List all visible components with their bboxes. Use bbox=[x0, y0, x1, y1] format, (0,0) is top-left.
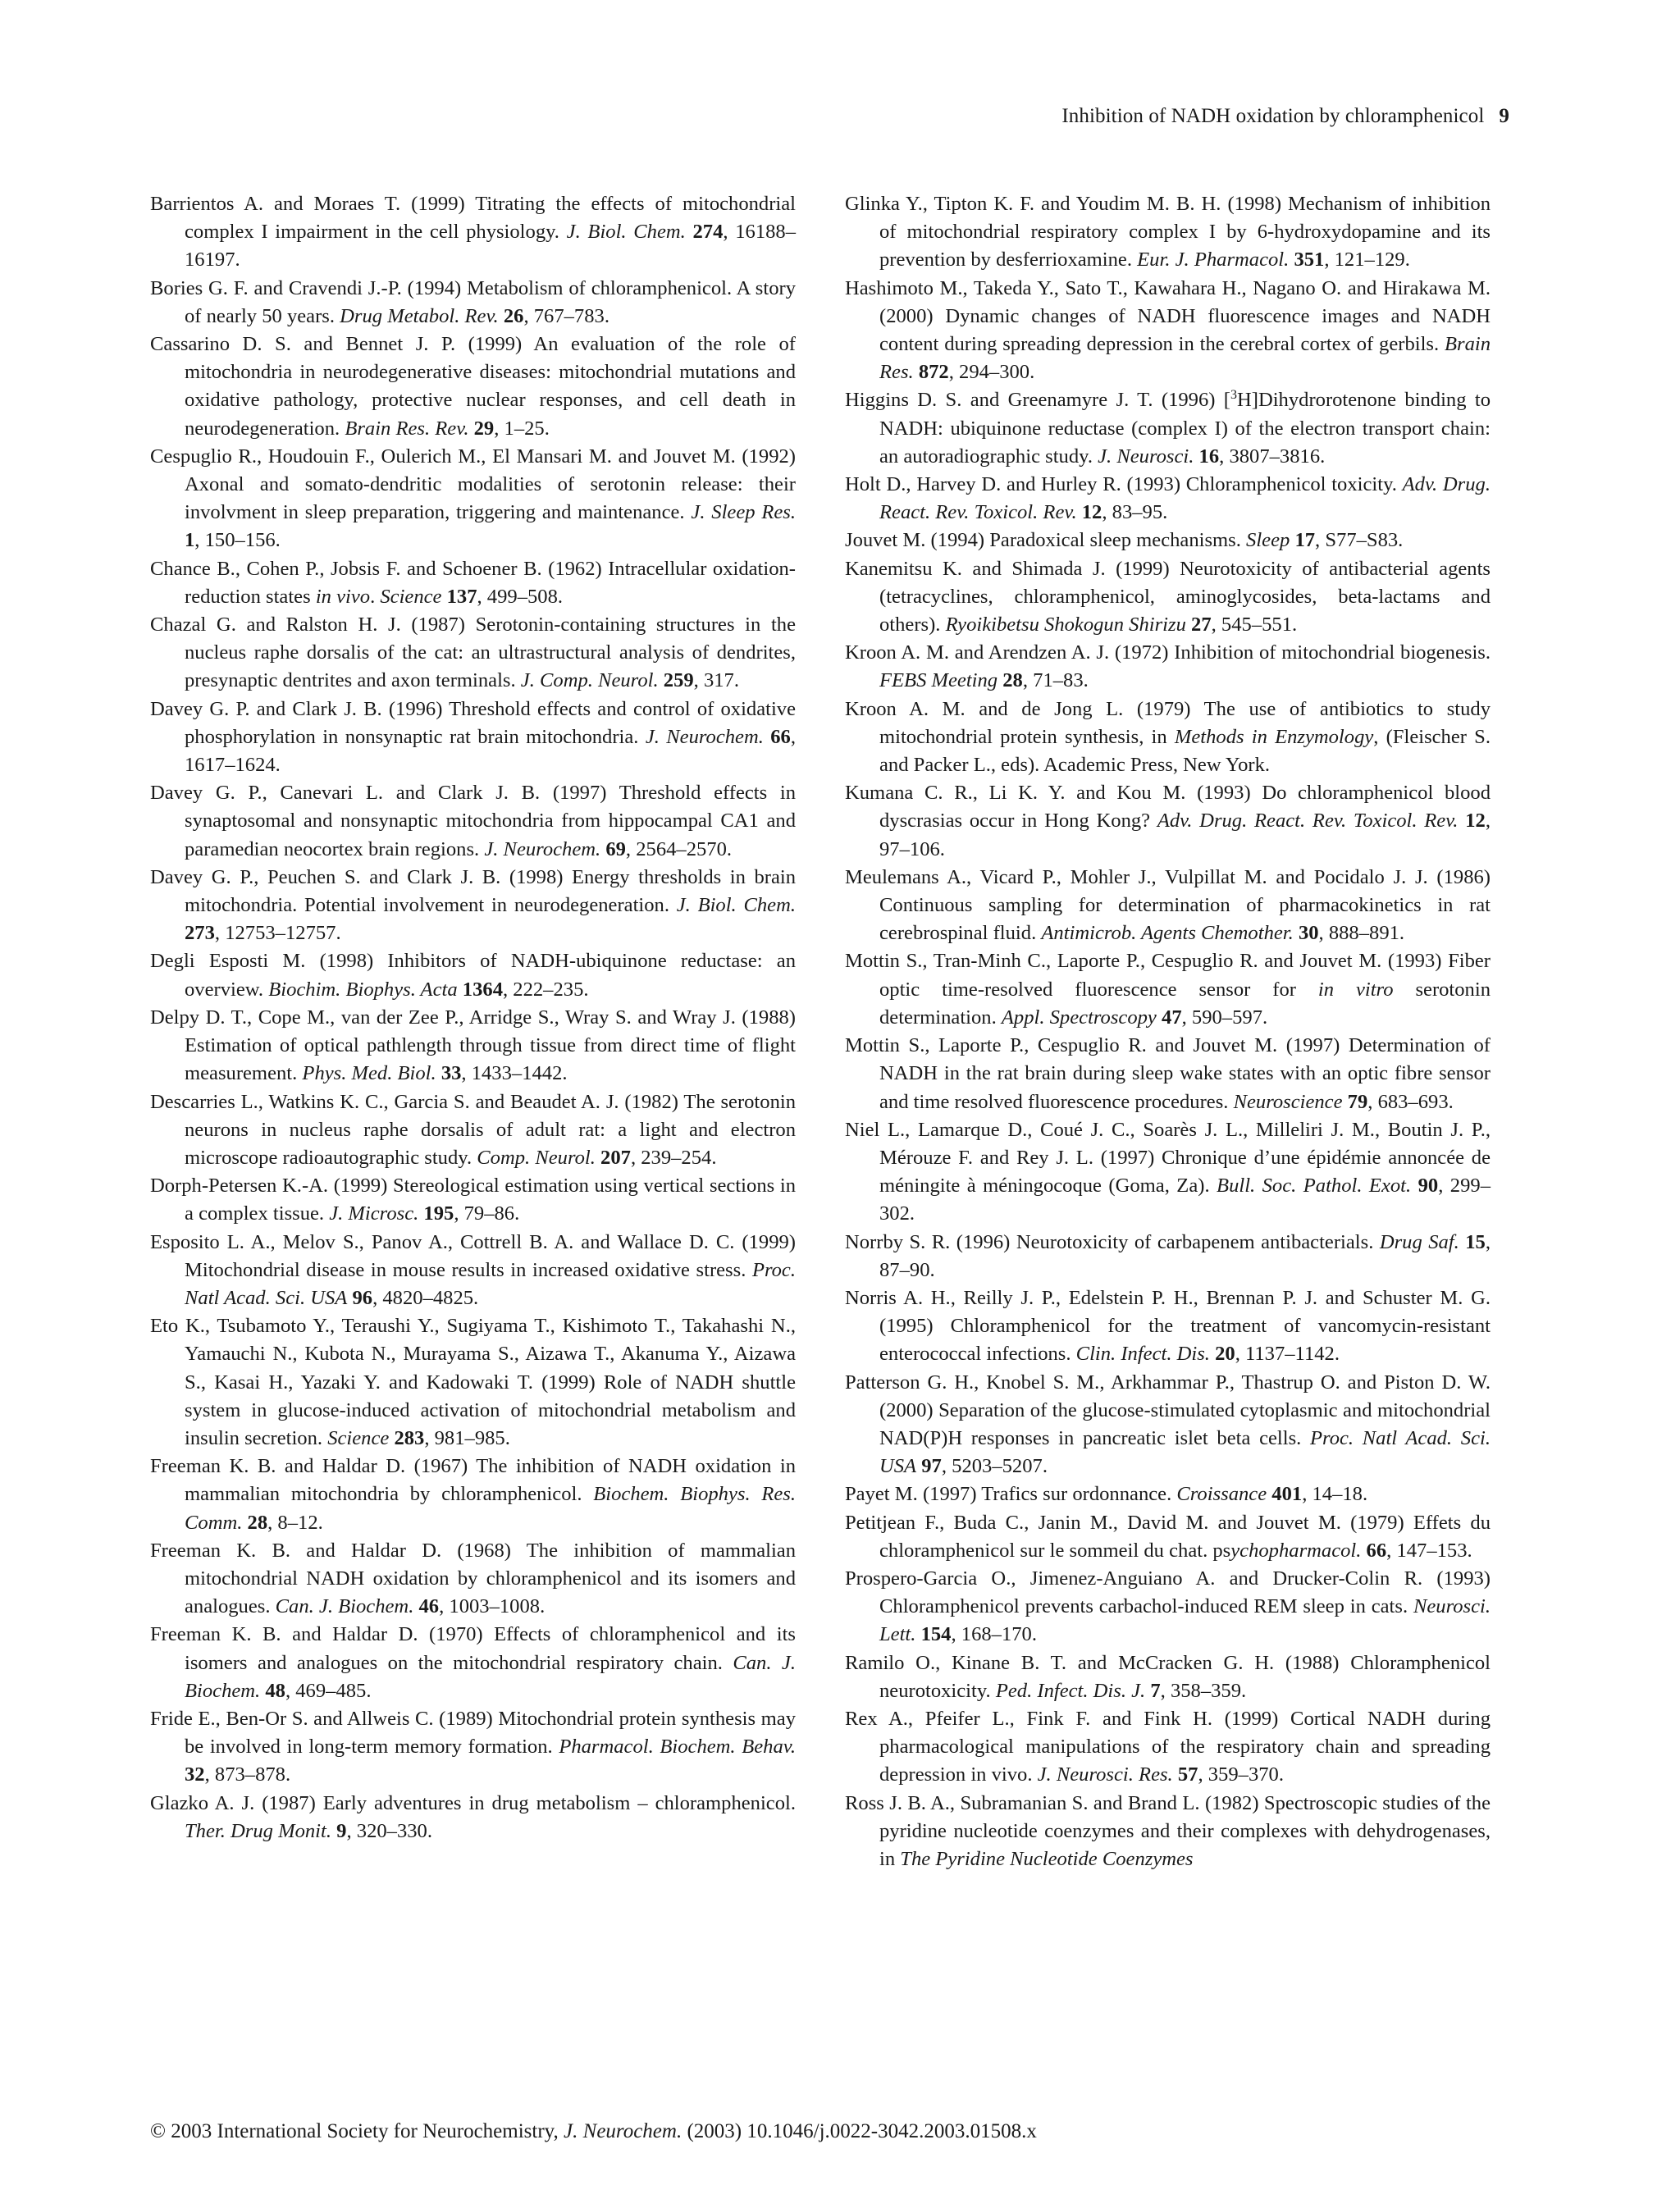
reference-volume: 1364 bbox=[462, 978, 503, 1001]
reference-text: Fride E., Ben-Or S. and Allweis C. (1989) Mitochondrial protein synthesis may be involved in long-term memory formation. bbox=[150, 1707, 796, 1759]
reference-volume: 48 bbox=[265, 1679, 285, 1702]
reference-text: , 888–891. bbox=[1318, 922, 1405, 945]
reference-text: , 767–783. bbox=[523, 304, 609, 327]
reference-text: Holt D., Harvey D. and Hurley R. (1993) Chloramphenicol toxicity. bbox=[845, 473, 1403, 496]
copyright-footer bbox=[150, 2120, 1037, 2143]
reference-text: , 1433–1442. bbox=[461, 1062, 568, 1085]
reference-volume: 12 bbox=[1465, 810, 1486, 833]
reference-volume: 259 bbox=[663, 669, 694, 692]
reference-journal: Phys. Med. Biol. bbox=[302, 1062, 436, 1085]
reference-journal: Eur. J. Pharmacol. bbox=[1137, 249, 1290, 271]
reference-text: , 320–330. bbox=[346, 1819, 432, 1842]
reference-text: , 358–359. bbox=[1160, 1679, 1247, 1702]
reference-text: Kroon A. M. and Arendzen A. J. (1972) Inhibition of mitochondrial biogenesis. bbox=[845, 641, 1491, 664]
reference-text: , 294–300. bbox=[948, 361, 1035, 384]
reference-journal: Proc. Natl Acad. Sci. USA bbox=[185, 1258, 796, 1309]
reference-journal: Drug Metabol. Rev. bbox=[340, 304, 499, 327]
reference-text: Payet M. (1997) Trafics sur ordonnance. bbox=[845, 1483, 1177, 1506]
reference-journal: J. Biol. Chem. bbox=[676, 894, 796, 917]
reference-text: , 168–170. bbox=[951, 1623, 1037, 1646]
reference-entry bbox=[150, 1088, 796, 1173]
reference-text: , 499–508. bbox=[477, 585, 564, 608]
reference-journal: Appl. Spectroscopy bbox=[1001, 1006, 1157, 1029]
reference-text: Petitjean F., Buda C., Janin M., David M. and Jouvet M. (1979) Effets du chloramphenicol sur le sommeil du chat. ps bbox=[845, 1511, 1491, 1562]
reference-text: Mottin S., Laporte P., Cespuglio R. and Jouvet M. (1997) Determination of NADH in the rat brain during sleep wake states with an optic fibre sensor and time resolved fluorescence procedures. bbox=[845, 1034, 1491, 1113]
reference-list-right bbox=[845, 190, 1491, 1873]
reference-text: Rex A., Pfeifer L., Fink F. and Fink H. (1999) Cortical NADH during pharmacological manipulations of the respiratory chain and spreading depression in vivo. bbox=[845, 1707, 1491, 1786]
reference-volume: 7 bbox=[1150, 1679, 1161, 1702]
reference-volume: 16 bbox=[1198, 445, 1220, 468]
reference-text: Kanemitsu K. and Shimada J. (1999) Neurotoxicity of antibacterial agents (tetracyclines, chloramphenicol, aminoglycosides, beta-lactams and others). bbox=[845, 557, 1491, 636]
reference-journal: J. Neurochem. bbox=[484, 837, 601, 860]
reference-journal: Proc. Natl Acad. Sci. USA bbox=[879, 1426, 1491, 1478]
reference-entry bbox=[150, 696, 796, 780]
reference-journal: in vivo bbox=[315, 585, 371, 608]
reference-text: Niel L., Lamarque D., Coué J. C., Soarès J. L., Milleliri J. M., Boutin J. P., Mérouze F. and Rey J. L. (1997) Chronique d’une épidémie annoncée de méningite à méningocoque (Goma, Za). bbox=[845, 1118, 1491, 1198]
reference-text: , 97–106. bbox=[879, 810, 1491, 860]
reference-entry bbox=[150, 1312, 796, 1453]
reference-volume: 283 bbox=[394, 1426, 425, 1449]
reference-volume: 12 bbox=[1081, 501, 1102, 524]
reference-text: Chance B., Cohen P., Jobsis F. and Schoener B. (1962) Intracellular oxidation-reduction states bbox=[150, 557, 796, 608]
reference-entry bbox=[845, 1705, 1491, 1790]
reference-journal: Brain Res. bbox=[879, 333, 1491, 384]
reference-entry bbox=[150, 331, 796, 443]
reference-volume: 96 bbox=[352, 1286, 373, 1309]
reference-entry bbox=[845, 527, 1491, 554]
reference-entry bbox=[150, 443, 796, 555]
reference-text: Barrientos A. and Moraes T. (1999) Titrating the effects of mitochondrial complex I impairment in the cell physiology. bbox=[150, 193, 796, 244]
reference-journal: Ryoikibetsu Shokogun Shirizu bbox=[945, 614, 1186, 636]
reference-text: , 1617–1624. bbox=[185, 725, 796, 777]
reference-text: , 14–18. bbox=[1302, 1483, 1368, 1506]
reference-volume: 30 bbox=[1298, 922, 1319, 945]
running-head bbox=[1061, 105, 1509, 128]
reference-text: Hashimoto M., Takeda Y., Sato T., Kawahara H., Nagano O. and Hirakawa M. (2000) Dynamic changes of NADH fluorescence images and NADH content during spreading depression in the cerebral cortex of gerbils. bbox=[845, 276, 1491, 356]
reference-text: , 147–153. bbox=[1386, 1539, 1472, 1562]
reference-volume: 195 bbox=[423, 1202, 454, 1225]
reference-text: , 1–25. bbox=[494, 417, 550, 440]
reference-entry bbox=[845, 386, 1491, 471]
reference-text: , 87–90. bbox=[879, 1230, 1491, 1281]
reference-text: Meulemans A., Vicard P., Mohler J., Vulpillat M. and Pocidalo J. J. (1986) Continuous sampling for determination of pharmacokinetics in rat cerebrospinal fluid. bbox=[845, 865, 1491, 945]
reference-text: , 299–302. bbox=[879, 1175, 1491, 1225]
reference-volume: 20 bbox=[1215, 1343, 1235, 1366]
reference-text: , 1003–1008. bbox=[439, 1595, 546, 1618]
reference-volume: 66 bbox=[770, 725, 791, 748]
reference-volume: 273 bbox=[185, 922, 215, 945]
reference-text: Glinka Y., Tipton K. F. and Youdim M. B. H. (1998) Mechanism of inhibition of mitochondrial respiratory complex I by 6-hydroxydopamine and its prevention by desferrioxamine. bbox=[845, 193, 1491, 271]
reference-text: , 16188–16197. bbox=[185, 221, 796, 271]
reference-text: , 317. bbox=[693, 669, 739, 692]
reference-volume: 29 bbox=[473, 417, 495, 440]
reference-entry bbox=[150, 779, 796, 864]
reference-volume: 26 bbox=[503, 304, 524, 327]
reference-volume: 15 bbox=[1465, 1230, 1486, 1253]
reference-text bbox=[764, 726, 770, 748]
reference-text: Glazko A. J. (1987) Early adventures in drug metabolism – chloramphenicol. bbox=[150, 1791, 796, 1814]
reference-journal: Antimicrob. Agents Chemother. bbox=[1041, 922, 1294, 945]
reference-text: Higgins D. S. and Greenamyre J. T. (1996) [ bbox=[845, 389, 1231, 412]
reference-journal: Clin. Infect. Dis. bbox=[1075, 1343, 1210, 1366]
reference-text bbox=[1411, 1175, 1418, 1197]
reference-volume: 17 bbox=[1294, 529, 1316, 552]
reference-text: , 239–254. bbox=[630, 1146, 717, 1169]
reference-volume: 27 bbox=[1191, 614, 1212, 636]
reference-text: , 873–878. bbox=[204, 1763, 291, 1786]
reference-volume: 69 bbox=[605, 837, 626, 860]
reference-journal: Biochem. Biophys. Res. Comm. bbox=[185, 1483, 797, 1534]
reference-volume: 90 bbox=[1418, 1175, 1439, 1198]
reference-text: , 4820–4825. bbox=[372, 1286, 479, 1309]
reference-entry bbox=[150, 555, 796, 611]
reference-journal: J. Comp. Neurol. bbox=[520, 669, 659, 692]
reference-journal: Science bbox=[327, 1426, 390, 1449]
reference-text: , 12753–12757. bbox=[214, 922, 341, 945]
reference-text: , 71–83. bbox=[1022, 669, 1089, 692]
reference-volume: 46 bbox=[418, 1595, 440, 1618]
reference-text: Jouvet M. (1994) Paradoxical sleep mechanisms. bbox=[845, 529, 1247, 552]
reference-entry bbox=[845, 696, 1491, 780]
reference-entry bbox=[845, 639, 1491, 695]
reference-text: Kumana C. R., Li K. Y. and Kou M. (1993) Do chloramphenicol blood dyscrasias occur in Hong Kong? bbox=[845, 782, 1491, 833]
reference-text: , 79–86. bbox=[454, 1202, 520, 1225]
reference-entry bbox=[150, 1705, 796, 1790]
reference-entry bbox=[150, 864, 796, 948]
reference-journal: Can. J. Biochem. bbox=[185, 1651, 797, 1702]
reference-text: Freeman K. B. and Haldar D. (1970) Effects of chloramphenicol and its isomers and analogues on the mitochondrial respiratory chain. bbox=[150, 1623, 796, 1674]
reference-text: Mottin S., Tran-Minh C., Laporte P., Cespuglio R. and Jouvet M. (1993) Fiber optic time-resolved fluorescence sensor for bbox=[845, 950, 1491, 1001]
reference-text: , 150–156. bbox=[194, 529, 281, 552]
reference-text: , 2564–2570. bbox=[625, 837, 733, 860]
reference-entry bbox=[150, 1537, 796, 1622]
reference-entry bbox=[845, 471, 1491, 527]
reference-journal: Bull. Soc. Pathol. Exot. bbox=[1217, 1175, 1412, 1198]
reference-entry bbox=[150, 1172, 796, 1228]
reference-volume: 66 bbox=[1366, 1539, 1387, 1562]
reference-text: serotonin determination. bbox=[879, 978, 1491, 1029]
reference-text: Davey G. P. and Clark J. B. (1996) Threshold effects and control of oxidative phosphorylation in nonsynaptic rat brain mitochondria. bbox=[150, 697, 796, 748]
reference-volume: 872 bbox=[918, 361, 949, 384]
reference-text: , S77–S83. bbox=[1315, 529, 1404, 552]
reference-text: Dorph-Petersen K.-A. (1999) Stereological estimation using vertical sections in a complex tissue. bbox=[150, 1175, 796, 1225]
reference-entry bbox=[845, 1790, 1491, 1874]
reference-text bbox=[1458, 810, 1465, 832]
reference-entry bbox=[845, 555, 1491, 640]
reference-entry bbox=[150, 1453, 796, 1537]
reference-entry bbox=[150, 947, 796, 1003]
footer-suffix: (2003) 10.1046/j.0022-3042.2003.01508.x bbox=[682, 2120, 1037, 2142]
reference-volume: 33 bbox=[441, 1062, 462, 1085]
reference-volume: 32 bbox=[185, 1763, 205, 1786]
reference-text: , 3807–3816. bbox=[1219, 445, 1326, 468]
reference-volume: 28 bbox=[1002, 669, 1023, 692]
reference-entry bbox=[150, 611, 796, 696]
reference-entry bbox=[845, 1229, 1491, 1284]
reference-journal: Adv. Drug. React. Rev. Toxicol. Rev. bbox=[879, 473, 1491, 524]
reference-text: , 545–551. bbox=[1211, 614, 1298, 636]
reference-entry bbox=[845, 1032, 1491, 1116]
reference-journal: Comp. Neurol. bbox=[477, 1146, 596, 1169]
reference-journal: Biochim. Biophys. Acta bbox=[268, 978, 458, 1001]
reference-volume: 79 bbox=[1347, 1090, 1368, 1113]
reference-text: . bbox=[370, 585, 381, 608]
reference-journal: Pharmacol. Biochem. Behav. bbox=[559, 1736, 796, 1759]
reference-entry bbox=[845, 947, 1491, 1032]
reference-volume: 274 bbox=[692, 221, 724, 244]
reference-journal: Adv. Drug. React. Rev. Toxicol. Rev. bbox=[1157, 810, 1459, 833]
reference-text: , 121–129. bbox=[1324, 249, 1410, 271]
footer-journal: J. Neurochem. bbox=[564, 2120, 682, 2142]
reference-journal: Croissance bbox=[1176, 1483, 1267, 1506]
reference-journal: J. Sleep Res. bbox=[691, 501, 797, 524]
reference-text: , 83–95. bbox=[1102, 501, 1168, 524]
reference-text: Ramilo O., Kinane B. T. and McCracken G. H. (1988) Chloramphenicol neurotoxicity. bbox=[845, 1651, 1491, 1702]
reference-text: , 8–12. bbox=[267, 1511, 323, 1534]
reference-volume: 97 bbox=[921, 1455, 942, 1478]
reference-text: Chazal G. and Ralston H. J. (1987) Serotonin-containing structures in the nucleus raphe dorsalis of the cat: an ultrastructural analysis of dendrites, presynaptic dentrites and axon terminals. bbox=[150, 614, 796, 692]
reference-entry bbox=[150, 1004, 796, 1088]
reference-entry bbox=[150, 1229, 796, 1313]
reference-text: Cespuglio R., Houdouin F., Oulerich M., El Mansari M. and Jouvet M. (1992) Axonal and somato-dendritic modalities of serotonin release: their involvment in sleep preparation, triggering and maintenance. bbox=[150, 445, 796, 524]
reference-text: Norrby S. R. (1996) Neurotoxicity of carbapenem antibacterials. bbox=[845, 1230, 1380, 1253]
reference-text: , 5203–5207. bbox=[941, 1455, 1048, 1478]
reference-text: Cassarino D. S. and Bennet J. P. (1999) An evaluation of the role of mitochondria in neurodegenerative diseases: mitochondrial mutations and oxidative pathology, protective nuclear responses, and cell death in neurodegeneration. bbox=[150, 333, 796, 440]
reference-journal: ychopharmacol. bbox=[1230, 1539, 1362, 1562]
reference-text: Norris A. H., Reilly J. P., Edelstein P. H., Brennan P. J. and Schuster M. G. (1995) Chloramphenicol for the treatment of vancomycin-resistant enterococcal infections. bbox=[845, 1286, 1491, 1366]
reference-journal: Ped. Infect. Dis. J. bbox=[995, 1679, 1146, 1702]
reference-volume: 1 bbox=[185, 529, 195, 552]
reference-journal: FEBS Meeting bbox=[879, 669, 998, 692]
reference-journal: Can. J. Biochem. bbox=[275, 1595, 414, 1618]
reference-entry bbox=[150, 1621, 796, 1705]
reference-journal: in vitro bbox=[1317, 978, 1394, 1001]
reference-journal: Brain Res. Rev. bbox=[345, 417, 469, 440]
reference-journal: Ther. Drug Monit. bbox=[185, 1819, 332, 1842]
reference-entry bbox=[150, 190, 796, 275]
reference-entry bbox=[845, 275, 1491, 387]
reference-text: , 590–597. bbox=[1181, 1006, 1268, 1029]
reference-volume: 207 bbox=[600, 1146, 631, 1169]
reference-text: 3 bbox=[1230, 388, 1238, 403]
reference-entry bbox=[845, 190, 1491, 275]
reference-entry bbox=[845, 1565, 1491, 1649]
reference-volume: 28 bbox=[247, 1511, 268, 1534]
reference-journal: J. Neurosci. bbox=[1098, 445, 1194, 468]
reference-list-left bbox=[150, 190, 796, 1845]
reference-text: , 1137–1142. bbox=[1235, 1343, 1340, 1366]
reference-entry bbox=[845, 1480, 1491, 1508]
reference-volume: 57 bbox=[1177, 1763, 1198, 1786]
reference-entry bbox=[845, 779, 1491, 864]
reference-journal: Methods in Enzymology bbox=[1174, 725, 1374, 748]
reference-journal: J. Neurochem. bbox=[645, 725, 764, 748]
reference-text: Degli Esposti M. (1998) Inhibitors of NADH-ubiquinone reductase: an overview. bbox=[150, 950, 796, 1001]
reference-volume: 154 bbox=[920, 1623, 952, 1646]
reference-journal: The Pyridine Nucleotide Coenzymes bbox=[900, 1847, 1194, 1870]
reference-journal: Sleep bbox=[1246, 529, 1290, 552]
reference-text: Delpy D. T., Cope M., van der Zee P., Arridge S., Wray S. and Wray J. (1988) Estimation of optical pathlength through tissue from direct time of flight measurement. bbox=[150, 1006, 796, 1085]
reference-text: Esposito L. A., Melov S., Panov A., Cottrell B. A. and Wallace D. C. (1999) Mitochondrial disease in mouse results in increased oxidative stress. bbox=[150, 1230, 796, 1281]
reference-entry bbox=[150, 1790, 796, 1845]
reference-volume: 137 bbox=[446, 585, 477, 608]
reference-entry bbox=[845, 1284, 1491, 1369]
reference-volume: 401 bbox=[1271, 1483, 1303, 1506]
reference-text: Patterson G. H., Knobel S. M., Arkhammar P., Thastrup O. and Piston D. W. (2000) Separation of the glucose-stimulated cytoplasmic and mitochondrial NAD(P)H responses in pancreatic islet beta cells. bbox=[845, 1371, 1491, 1449]
reference-journal: Science bbox=[380, 585, 442, 608]
reference-text: , 683–693. bbox=[1367, 1090, 1454, 1113]
reference-text: , (Fleischer S. and Packer L., eds). Academic Press, New York. bbox=[879, 725, 1491, 777]
reference-text: Kroon A. M. and de Jong L. (1979) The use of antibiotics to study mitochondrial protein synthesis, in bbox=[845, 697, 1491, 748]
reference-journal: J. Neurosci. Res. bbox=[1037, 1763, 1173, 1786]
reference-text: Prospero-Garcia O., Jimenez-Anguiano A. and Drucker-Colin R. (1993) Chloramphenicol prevents carbachol-induced REM sleep in cats. bbox=[845, 1567, 1491, 1618]
footer-prefix: © 2003 International Society for Neurochemistry, bbox=[150, 2120, 564, 2142]
reference-text: , 469–485. bbox=[285, 1679, 372, 1702]
running-head-title: Inhibition of NADH oxidation by chloramphenicol bbox=[1061, 105, 1485, 127]
reference-volume: 47 bbox=[1162, 1006, 1182, 1029]
reference-entry bbox=[845, 1509, 1491, 1565]
reference-journal: Drug Saf. bbox=[1379, 1230, 1459, 1253]
reference-text: Freeman K. B. and Haldar D. (1967) The inhibition of NADH oxidation in mammalian mitochondria by chloramphenicol. bbox=[150, 1455, 796, 1506]
reference-entry bbox=[845, 1116, 1491, 1229]
reference-text: , 222–235. bbox=[502, 978, 589, 1001]
reference-entry bbox=[845, 1369, 1491, 1481]
reference-entry bbox=[845, 864, 1491, 948]
reference-text: , 981–985. bbox=[424, 1426, 510, 1449]
reference-text: Descarries L., Watkins K. C., Garcia S. and Beaudet A. J. (1982) The serotonin neurons in nucleus raphe dorsalis of adult rat: a light and electron microscope radioautographic study. bbox=[150, 1090, 796, 1169]
reference-text: Davey G. P., Peuchen S. and Clark J. B. (1998) Energy thresholds in brain mitochondria. Potential involvement in neurodegeneration. bbox=[150, 865, 796, 917]
reference-text: Bories G. F. and Cravendi J.-P. (1994) Metabolism of chloramphenicol. A story of nearly 50 years. bbox=[150, 276, 796, 327]
reference-text: H]Dihydrorotenone binding to NADH: ubiquinone reductase (complex I) of the electron transport chain: an autoradiographic study. bbox=[879, 389, 1491, 468]
reference-text: , 359–370. bbox=[1198, 1763, 1284, 1786]
reference-volume: 9 bbox=[336, 1819, 347, 1842]
reference-entry bbox=[845, 1649, 1491, 1705]
reference-journal: J. Microsc. bbox=[329, 1202, 419, 1225]
reference-journal: Neuroscience bbox=[1233, 1090, 1343, 1113]
reference-journal: J. Biol. Chem. bbox=[566, 221, 686, 244]
reference-text: Davey G. P., Canevari L. and Clark J. B. (1997) Threshold effects in synaptosomal and nonsynaptic mitochondria from hippocampal CA1 and paramedian neocortex brain regions. bbox=[150, 782, 796, 860]
reference-entry bbox=[150, 275, 796, 331]
reference-text: Ross J. B. A., Subramanian S. and Brand L. (1982) Spectroscopic studies of the pyridine nucleotide coenzymes and their complexes with dehydrogenases, in bbox=[845, 1791, 1491, 1870]
reference-text: Eto K., Tsubamoto Y., Teraushi Y., Sugiyama T., Kishimoto T., Takahashi N., Yamauchi N., Kubota N., Murayama S., Aizawa T., Akanuma Y., Aizawa S., Kasai H., Yazaki Y. and Kadowaki T. (1999) Role of NADH shuttle system in glucose-induced activation of mitochondrial metabolism and insulin secretion. bbox=[150, 1315, 796, 1449]
page-number: 9 bbox=[1499, 105, 1509, 127]
reference-text: Freeman K. B. and Haldar D. (1968) The inhibition of mammalian mitochondrial NADH oxidation by chloramphenicol and its isomers and analogues. bbox=[150, 1539, 796, 1618]
reference-volume: 351 bbox=[1294, 249, 1325, 271]
reference-journal: Neurosci. Lett. bbox=[879, 1595, 1491, 1646]
